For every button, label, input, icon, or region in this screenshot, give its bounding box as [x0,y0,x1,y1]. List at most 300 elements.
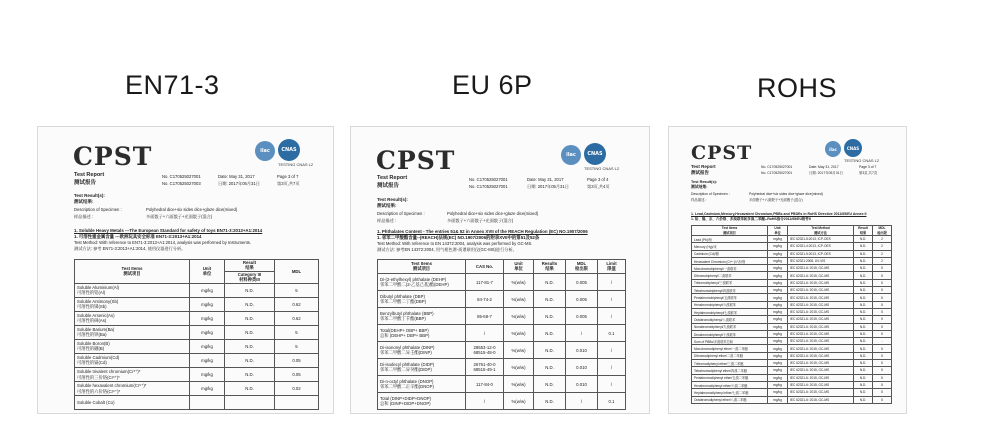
table-cell: Mercury (Hg)/汞 [692,243,768,250]
table-cell: / [466,325,504,342]
col-test-items: Test Items 测试项目 [378,260,466,274]
table-row [378,325,626,342]
table-cell: 0.010 [566,359,598,376]
table-cell [275,396,319,410]
table-cell: / [598,376,626,393]
table-cell [225,396,275,410]
table-cell: mg/kg [190,382,225,396]
table-cell: mg/kg [768,323,788,330]
table-cell: 5 [873,287,892,294]
table-cell: N.D. [534,308,566,325]
table-cell: %(w/w) [504,325,534,342]
table-row [692,316,892,323]
table-row [692,250,892,257]
table-cell: IEC 62321-6: 2015, GC-MS [788,352,854,359]
table-cell: N.D. [854,381,873,388]
table-cell: N.D. [854,250,873,257]
page-number: Page 3 of 7 [277,174,299,179]
table-cell: N.D. [534,274,566,291]
table-cell: mg/kg [768,316,788,323]
table-cell: Di-isononyl phthalate (DINP) 邻苯二甲酸二异壬酯(DINP) [378,342,466,359]
table-row [692,367,892,374]
specimen-label-cn: 样品描述 : [377,218,397,223]
table-cell: mg/kg [768,308,788,315]
table-row [75,382,319,396]
table-cell: 0.005 [566,308,598,325]
table-row [692,330,892,337]
report-date-cn: 日期: 2017年05月31日 [527,184,569,189]
table-cell: mg/kg [190,298,225,312]
table-cell: / [598,308,626,325]
table-cell: IEC 62321-6: 2015, GC-MS [788,265,854,272]
table-row [692,257,892,264]
table-cell: Total (DINP+DIDP+DNOP) 总和 (DINP+DIDP+DNOP) [378,393,466,410]
ilac-seal-icon: ilac [825,141,841,157]
table-cell: N.D. [854,308,873,315]
section-title: 1. Soluble Heavy Metals ---The European Standard for safety of toys EN71-3:2013+A1:2014 [74,228,263,233]
table-cell: IEC 62321-5:2013, ICP-OES [788,250,854,257]
report-date-cn: 日期: 2017年05月31日 [218,181,260,186]
cpst-logo: CPST [376,146,456,175]
results-label-cn: 测试结果: [377,203,397,208]
table-cell: N.D. [225,354,275,368]
table-header-row [692,226,892,236]
table-cell: Cadmium (Cd)/镉 [692,250,768,257]
test-report-title-cn: 测试报告 [74,180,97,186]
test-report-title: Test Report [74,172,105,178]
table-cell: 5 [873,396,892,403]
table-cell: IEC 62321-6: 2015, GC-MS [788,338,854,345]
page-number-cn: 第3页,共4页 [587,184,610,189]
table-cell: mg/kg [768,330,788,337]
section-title-cn: 1. 铅、镉、汞、六价铬、多溴联苯和多溴二苯醚--RoHS指令2011/65/EU附件II [691,217,811,221]
table-cell: Soluble Antimony(Sb) 可溶性的锑(Sb) [75,298,190,312]
table-cell: Di-n-octyl phthalate (DNOP) 邻苯二甲酸二正辛酯(DNOP) [378,376,466,393]
table-cell: 5 [873,294,892,301]
table-cell: mg/kg [768,279,788,286]
ilac-seal-icon: ilac [255,141,275,161]
table-cell: N.D. [854,287,873,294]
table-cell: IEC 62321-6: 2015, GC-MS [788,308,854,315]
table-cell: IEC 62321-4:2013, ICP-OES [788,243,854,250]
table-cell: 0.005 [566,291,598,308]
table-cell: IEC 62321-6: 2015, GC-MS [788,294,854,301]
col-result: Result 结果 [225,260,275,272]
table-cell: N.D. [225,368,275,382]
table-cell: Total(DEHP+ DBP+ BBP) 总和 (DEHP+ DBP+ BBP) [378,325,466,342]
report-date: Date: May 31, 2017 [809,165,839,169]
table-cell: 5 [873,345,892,352]
test-report-title-cn: 测试报告 [377,183,400,189]
table-cell: Soluble Cobalt (Co) [75,396,190,410]
table-cell: mg/kg [768,287,788,294]
table-row [378,376,626,393]
page-number: Page 3 of 7 [859,165,877,169]
table-cell: mg/kg [190,354,225,368]
results-label-cn: 测试结果: [691,185,708,189]
table-cell: N.D. [854,243,873,250]
table-cell: Monobromobiphenyl/一溴联苯 [692,265,768,272]
specimen-value: Polyhedral dice+six sides dice+glaze dice(mixed) [146,207,238,212]
table-cell: N.D. [854,272,873,279]
report-number-2: No. C170525027003 [162,181,201,186]
table-row [692,265,892,272]
cnas-seal-icon: CNAS [584,143,606,165]
table-cell: Benzylbutyl phthalate (BBP) 邻苯二甲酸丁苄酯(BBP) [378,308,466,325]
specimen-value-cn: 多面骰子+六面骰子+光面骰子(混合) [447,218,514,223]
table-cell: - [873,338,892,345]
results-label: Test Result(s): [377,197,408,202]
report-date: Date: May 31, 2017 [527,177,564,182]
seal-caption: TESTING CNAS L2 [278,162,314,167]
table-row [378,393,626,410]
table-cell: IEC 62321-6: 2015, GC-MS [788,279,854,286]
table-cell: N.D. [854,367,873,374]
report-en71 [37,126,334,414]
table-cell: Heptabromodiphenyl ether/七溴二苯醚 [692,389,768,396]
table-cell: 5 [873,272,892,279]
test-report-title-cn: 测试报告 [691,170,709,175]
table-cell: Lead (Pb)/铅 [692,236,768,243]
table-cell: N.D. [854,236,873,243]
table-cell: Soluble Boron(B) 可溶性的硼(B) [75,340,190,354]
table-cell: N.D. [534,342,566,359]
table-cell: mg/kg [190,326,225,340]
table-cell: / [598,274,626,291]
table-cell: N.D. [854,294,873,301]
table-cell: IEC 62321-5:2013, ICP-OES [788,236,854,243]
table-cell: N.D. [854,352,873,359]
specimen-label-cn: 样品描述 : [691,198,707,202]
col-limit: Limit 限值 [598,260,626,274]
table-cell: Pentabromodiphenyl ether/五溴二苯醚 [692,374,768,381]
table-cell: Tribromodiphenyl ether/三溴二苯醚 [692,360,768,367]
table-cell: IEC 62321-6: 2015, GC-MS [788,367,854,374]
table-cell: Soluble trivalent chromium(Cr³⁺)* 可溶性的三价铬(Cr³⁺)* [75,368,190,382]
test-method: Test Method: With reference to EN 14372:2004, analysis was performed by GC-MS. [377,241,533,246]
heading-en71: EN71-3 [125,70,220,100]
table-cell: %(w/w) [504,308,534,325]
table-cell: Hexabromodiphenyl ether/六溴二苯醚 [692,381,768,388]
table-cell: 5 [873,352,892,359]
results-label: Test Result(s): [691,180,718,184]
heavy-metals-table [74,259,319,410]
rohs-table [691,225,892,404]
test-report-title: Test Report [691,164,716,169]
results-label: Test Result(s): [74,193,105,198]
page-number-cn: 第3页,共7页 [859,171,878,175]
col-unit: Unit 单位 [768,226,788,236]
table-row [692,381,892,388]
table-cell: mg/kg [768,374,788,381]
table-cell: Pentabromobiphenyl/五溴联苯 [692,294,768,301]
table-cell: Monobromodiphenyl ether/一溴二苯醚 [692,345,768,352]
table-cell: mg/kg [768,381,788,388]
cpst-logo: CPST [73,142,153,171]
table-cell: 28553-12-0 68515-48-0 [466,342,504,359]
report-number: No. C170525027001 [761,165,793,169]
test-report-title: Test Report [377,175,408,181]
table-row [692,272,892,279]
col-test-items: Test Items 测试项目 [692,226,768,236]
table-cell: %(w/w) [504,376,534,393]
table-cell: N.D. [854,279,873,286]
table-cell: 117-84-0 [466,376,504,393]
table-cell: mg/kg [768,257,788,264]
table-row [692,338,892,345]
specimen-value: Polyhedral dice+six sides dice+glaze dice(mixed) [749,192,823,196]
table-row [75,396,319,410]
section-title-cn: 1. 可溶性重金属含量 ---欧洲玩具安全标准 EN71-3:2013+A1:2014 [74,234,202,239]
col-unit: Unit 单位 [190,260,225,284]
table-cell: N.D. [854,396,873,403]
col-test-method: Test Method 测试方法 [788,226,854,236]
table-cell: Dibromobiphenyl/二溴联苯 [692,272,768,279]
table-cell: 2 [873,236,892,243]
table-cell: 5 [275,284,319,298]
ilac-seal-icon: ilac [561,145,581,165]
table-cell: Di-isodecyl phthalate (DIDP) 邻苯二甲酸二异癸酯(DIDP) [378,359,466,376]
table-cell: Sum of PBBs/多溴联苯总和 [692,338,768,345]
table-row [75,312,319,326]
table-row [75,368,319,382]
table-cell: 5 [873,374,892,381]
report-number-2: No. C170525027001 [469,184,508,189]
table-cell: 5 [873,308,892,315]
table-cell: 2 [873,243,892,250]
table-row [692,279,892,286]
table-cell: N.D. [225,312,275,326]
seal-caption: TESTING CNAS L2 [584,166,620,171]
specimen-value-cn: 多面骰子+六面骰子+光面骰子(混合) [749,198,803,202]
section-title: 1. Phthalates Content - The entries 51& 52 in Annex XVII of the REACH Regulation (EC) NO.1907/2006 [377,229,588,234]
table-cell: 5 [873,323,892,330]
table-cell: N.D. [534,393,566,410]
col-mdl: MDL [275,260,319,284]
report-number-2: No. C170525027001 [761,171,793,175]
table-cell: mg/kg [190,368,225,382]
report-date-cn: 日期: 2017年05月31日 [809,171,843,175]
table-cell: mg/kg [768,338,788,345]
table-cell: / [466,393,504,410]
specimen-label: Description of Specimen : [691,192,730,196]
table-cell: N.D. [225,326,275,340]
table-cell: 5 [873,265,892,272]
table-cell: Octabromodiphenyl ether/八溴二苯醚 [692,396,768,403]
table-cell: Tetrabromodiphenyl ether/四溴二苯醚 [692,367,768,374]
table-row [692,374,892,381]
table-cell: Heptabromobiphenyl/七溴联苯 [692,308,768,315]
table-row [378,359,626,376]
table-cell: %(w/w) [504,342,534,359]
table-row [378,291,626,308]
table-cell: IEC 62321-6: 2015, GC-MS [788,389,854,396]
table-cell: mg/kg [768,294,788,301]
page-number-cn: 第3页,共7页 [277,181,300,186]
table-header-row [75,260,319,272]
test-method-cn: 测试方法: 参考 EN71-3:2013+A1:2014, 使用仪器进行分析。 [74,246,186,251]
specimen-label: Description of Specimen : [74,207,122,212]
table-cell: Tribromobiphenyl/三溴联苯 [692,279,768,286]
table-cell: 0.010 [566,376,598,393]
table-cell: 84-74-2 [466,291,504,308]
table-cell: N.D. [854,389,873,396]
table-cell: mg/kg [190,340,225,354]
test-method: Test Method: With reference to EN71-3:2013+A1:2014, analysis was performed by Instruments. [74,240,252,245]
table-row [692,243,892,250]
table-cell: IEC 62321-6: 2015, GC-MS [788,287,854,294]
table-cell: mg/kg [768,243,788,250]
section-title-cn: 1. 邻苯二甲酸酯含量--(REACH)法规(EC) NO.1907/2006的附录XVII中的第51及52条 [377,235,540,240]
table-cell: N.D. [854,338,873,345]
table-cell: N.D. [854,301,873,308]
table-cell: 5 [873,381,892,388]
table-cell: mg/kg [768,236,788,243]
report-date: Date: May 31, 2017 [218,174,255,179]
table-cell: N.D. [534,291,566,308]
table-cell: 5 [873,279,892,286]
table-cell: 5 [873,330,892,337]
table-cell: IEC 62321-6: 2015, GC-MS [788,330,854,337]
report-number: No. C170525027001 [469,177,508,182]
table-cell: %(w/w) [504,393,534,410]
table-cell: mg/kg [190,312,225,326]
table-row [692,236,892,243]
specimen-value-cn: 多面骰子+六面骰子+光面骰子(混合) [146,214,213,219]
table-cell: N.D. [225,340,275,354]
table-cell: Hexabromobiphenyl/六溴联苯 [692,301,768,308]
col-results: Results 结果 [534,260,566,274]
table-cell: 5 [873,360,892,367]
table-cell: mg/kg [768,272,788,279]
table-cell: / [566,393,598,410]
table-cell: Nonabromobiphenyl/九溴联苯 [692,323,768,330]
table-cell: IEC 62321:2008, UV-VIS [788,257,854,264]
table-cell: 0.62 [275,312,319,326]
table-row [692,396,892,403]
table-cell: mg/kg [768,367,788,374]
table-row [75,340,319,354]
table-row [75,354,319,368]
table-cell: 5 [873,367,892,374]
table-cell: %(w/w) [504,274,534,291]
table-cell: mg/kg [768,301,788,308]
table-cell: 0.05 [275,354,319,368]
table-row [692,308,892,315]
table-cell: / [598,291,626,308]
table-row [692,287,892,294]
cpst-logo: CPST [691,142,753,164]
table-row [692,294,892,301]
col-category: Category III 材料种类III [225,272,275,284]
table-cell: mg/kg [768,396,788,403]
cnas-seal-icon: CNAS [278,139,300,161]
table-cell: 117-81-7 [466,274,504,291]
col-mdl: MDL 检出限 [873,226,892,236]
table-row [378,308,626,325]
table-cell: N.D. [854,323,873,330]
table-cell: Hexavalent Chromium (Cr⁶⁺)/六价铬 [692,257,768,264]
table-cell: N.D. [534,325,566,342]
table-cell: Soluble Aluminium(Al) 可溶性的铝(Al) [75,284,190,298]
table-cell: 5 [275,326,319,340]
table-cell: N.D. [854,265,873,272]
table-cell: Tetrabromobiphenyl/四溴联苯 [692,287,768,294]
table-cell: N.D. [534,376,566,393]
table-cell: 2 [873,250,892,257]
table-cell: %(w/w) [504,359,534,376]
table-header-row [378,260,626,274]
report-number: No. C170525027001 [162,174,201,179]
table-cell: N.D. [854,345,873,352]
table-cell: 2 [873,257,892,264]
seal-caption: TESTING CNAS L2 [844,158,880,163]
table-row [692,301,892,308]
table-cell: mg/kg [768,389,788,396]
table-cell: %(w/w) [504,291,534,308]
col-unit: Unit 单位 [504,260,534,274]
table-cell: 0.1 [598,325,626,342]
table-row [692,360,892,367]
col-test-items: Test Items 测试项目 [75,260,190,284]
table-cell: 0.62 [275,298,319,312]
table-cell: 5 [873,389,892,396]
page-number: Page 3 of 4 [587,177,609,182]
table-row [75,326,319,340]
table-cell: N.D. [225,382,275,396]
table-cell: N.D. [534,359,566,376]
section-title: 1. Lead,Cadmium,Mercury,Hexavalent Chromium,PBBs and PBDEs in RoHS Directive 2011/65/EU Annex II [691,212,867,216]
table-cell: N.D. [225,298,275,312]
heading-rohs: ROHS [757,73,838,103]
col-mdl: MDL 检出限 [566,260,598,274]
table-cell: 0.02 [275,382,319,396]
table-cell: Octabromobiphenyl/八溴联苯 [692,316,768,323]
table-row [692,389,892,396]
table-cell: mg/kg [768,352,788,359]
report-eu6p [350,126,650,414]
table-cell: Di-(2-ethylhexyl) phthalate (DEHP) 邻苯二甲酸二(2-乙基己基)酯(DEHP) [378,274,466,291]
col-cas: CAS No. [466,260,504,274]
table-cell: 5 [275,340,319,354]
col-result: Result 结果 [854,226,873,236]
table-cell: IEC 62321-6: 2015, GC-MS [788,316,854,323]
table-cell: 0.05 [275,368,319,382]
table-cell: Soluble Barium(Ba) 可溶性的钡(Ba) [75,326,190,340]
table-cell: mg/kg [768,250,788,257]
table-cell: IEC 62321-6: 2015, GC-MS [788,381,854,388]
table-cell: 85-68-7 [466,308,504,325]
table-cell [190,396,225,410]
table-row [692,352,892,359]
table-cell: N.D. [225,284,275,298]
table-row [378,274,626,291]
table-cell: / [598,342,626,359]
table-cell: 26761-40-0 68515-49-1 [466,359,504,376]
table-cell: 5 [873,301,892,308]
test-method-cn: 测试方法: 参考EN 14372:2004, 用气相色谱-质谱联用仪(GC-MS)进行分析。 [377,247,517,252]
table-cell: / [598,359,626,376]
phthalates-table [377,259,626,410]
report-rohs [668,126,907,414]
table-cell: mg/kg [768,265,788,272]
table-cell: Soluble hexavalent chromium(Cr⁶⁺)* 可溶性的六价铬(Cr⁶⁺)* [75,382,190,396]
table-cell: 5 [873,316,892,323]
table-cell: IEC 62321-6: 2015, GC-MS [788,323,854,330]
table-cell: 0.010 [566,342,598,359]
table-cell: Soluble Arsenic(As) 可溶性的砷(As) [75,312,190,326]
specimen-label: Description of Specimen : [377,211,425,216]
